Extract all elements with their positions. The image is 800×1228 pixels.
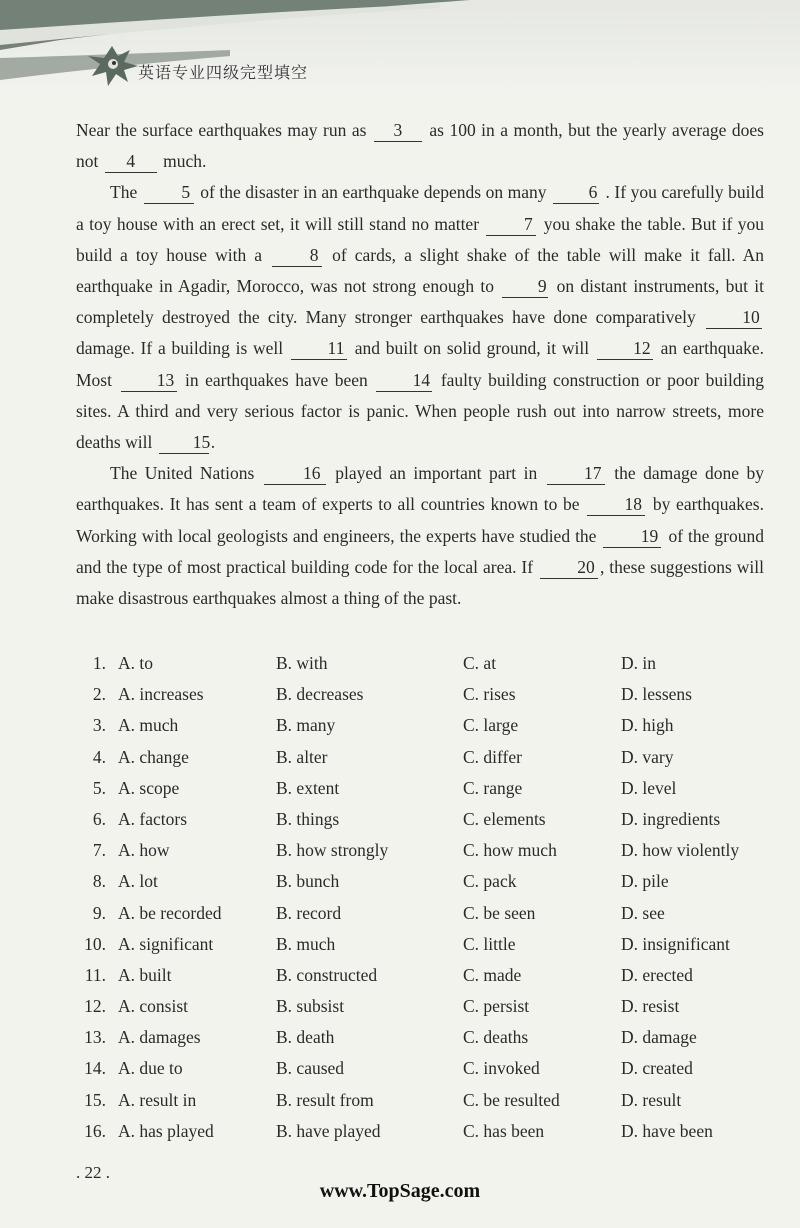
passage-text: of the disaster in an earthquake depends on many	[200, 182, 547, 203]
passage-text: played an important part in	[335, 463, 538, 484]
blank-16: 16	[264, 462, 326, 485]
question-number: 16.	[84, 1120, 106, 1141]
option-row	[76, 835, 776, 866]
blank-5: 5	[144, 181, 194, 204]
question-number: 8.	[92, 871, 106, 892]
blank-12: 12	[597, 337, 653, 360]
passage-text: .	[210, 432, 216, 453]
blank-11: 11	[291, 337, 347, 360]
option-a: A. scope	[118, 777, 180, 798]
option-d: D. erected	[621, 964, 693, 985]
option-row	[76, 1116, 776, 1147]
passage-text: in earthquakes have been	[185, 369, 368, 390]
option-b: B. much	[276, 933, 336, 954]
option-row	[76, 804, 776, 835]
blank-18: 18	[587, 493, 645, 516]
question-number: 13.	[84, 1027, 106, 1048]
passage-text: , these suggestions will make disastrous earthquakes almost a thing of the past.	[76, 556, 765, 609]
question-number: 15.	[84, 1089, 106, 1110]
question-number: 9.	[92, 902, 106, 923]
blank-8: 8	[272, 244, 322, 267]
option-d: D. pile	[621, 871, 669, 892]
option-b: B. things	[276, 808, 340, 829]
option-b: B. caused	[276, 1058, 345, 1079]
option-d: D. how violently	[621, 840, 740, 861]
option-d: D. level	[621, 777, 677, 798]
option-a: A. to	[118, 653, 153, 673]
passage-text: much.	[163, 151, 207, 172]
book-title: 英语专业四级完型填空	[138, 63, 309, 82]
passage-text: of the ground and the type of most practical building code for the local area. If	[76, 525, 764, 577]
option-d: D. damage	[621, 1027, 697, 1048]
option-b: B. bunch	[276, 871, 340, 892]
option-a: A. consist	[118, 996, 188, 1017]
option-d: D. see	[621, 902, 665, 923]
blank-9: 9	[502, 275, 548, 298]
option-d: D. lessens	[621, 684, 692, 705]
blank-13: 13	[121, 369, 177, 392]
option-a: A. built	[118, 964, 172, 985]
page-number: . 22 .	[76, 1163, 110, 1182]
option-a: A. due to	[118, 1058, 183, 1079]
passage-text: by earthquakes. Working with local geologists and engineers, the experts have studied the	[76, 494, 764, 546]
blank-14: 14	[376, 369, 432, 392]
option-b: B. extent	[276, 777, 340, 798]
passage-text: on distant instruments, but it completely destroyed the city. Many stronger earthquakes have done comparatively	[76, 276, 765, 328]
cloze-passage	[76, 115, 764, 614]
passage-text: the damage done by earthquakes. It has sent a team of experts to all countries known to be	[76, 463, 765, 515]
option-row	[76, 773, 776, 804]
blank-4: 4	[105, 150, 157, 173]
option-row	[76, 898, 776, 929]
passage-text: The United Nations	[110, 463, 255, 484]
option-a: A. has played	[118, 1120, 214, 1141]
option-c: C. little	[463, 933, 516, 954]
question-number: 1.	[92, 653, 106, 673]
option-b: B. with	[276, 653, 328, 673]
option-row	[76, 1053, 776, 1084]
option-b: B. have played	[276, 1120, 381, 1141]
option-c: C. differ	[463, 746, 522, 767]
passage-text: and built on solid ground, it will	[354, 338, 590, 359]
option-b: B. record	[276, 902, 342, 923]
option-a: A. result in	[118, 1089, 197, 1110]
mascot-icon	[82, 40, 142, 90]
option-row	[76, 710, 776, 741]
website-footer: www.TopSage.com	[319, 1180, 481, 1202]
option-row	[76, 679, 776, 710]
question-number: 10.	[84, 933, 106, 954]
option-c: C. large	[463, 715, 519, 736]
blank-19: 19	[603, 525, 661, 548]
option-d: D. insignificant	[621, 933, 730, 954]
blank-10: 10	[706, 306, 762, 329]
option-row	[76, 866, 776, 897]
option-a: A. be recorded	[118, 902, 222, 923]
passage-text: . If you carefully build a toy house with an erect set, it will still stand no matter	[76, 182, 765, 234]
passage-text: damage. If a building is well	[76, 338, 284, 359]
passage-text: an earthquake. Most	[76, 338, 765, 390]
option-row	[76, 1085, 776, 1116]
option-d: D. ingredients	[621, 808, 721, 829]
question-number: 5.	[92, 777, 106, 798]
blank-20: 20	[540, 556, 598, 579]
question-number: 11.	[84, 964, 106, 985]
option-d: D. resist	[621, 996, 680, 1017]
answer-options	[76, 648, 776, 1147]
option-c: C. at	[463, 653, 497, 673]
option-b: B. constructed	[276, 964, 378, 985]
option-c: C. pack	[463, 871, 517, 892]
question-number: 2.	[92, 684, 106, 705]
passage-text: you shake the table. But if you build a toy house with a	[76, 213, 764, 265]
question-number: 6.	[92, 808, 106, 829]
question-number: 14.	[84, 1058, 106, 1079]
option-c: C. made	[463, 964, 522, 985]
option-c: C. be seen	[463, 902, 536, 923]
option-c: C. how much	[463, 840, 557, 861]
question-number: 7.	[92, 840, 106, 861]
passage-text: The	[110, 182, 138, 203]
blank-6: 6	[553, 181, 599, 204]
question-number: 12.	[84, 996, 106, 1017]
option-a: A. increases	[118, 684, 204, 705]
option-a: A. how	[118, 840, 170, 861]
option-c: C. deaths	[463, 1027, 529, 1048]
blank-3: 3	[374, 119, 422, 142]
blank-7: 7	[486, 213, 536, 236]
option-b: B. death	[276, 1027, 335, 1048]
option-a: A. lot	[118, 871, 158, 892]
option-a: A. factors	[118, 808, 188, 829]
option-c: C. persist	[463, 996, 530, 1017]
option-c: C. elements	[463, 808, 546, 829]
option-row	[76, 742, 776, 773]
option-c: C. range	[463, 777, 523, 798]
option-row	[76, 648, 776, 679]
question-number: 3.	[92, 715, 106, 736]
option-a: A. change	[118, 746, 189, 767]
option-a: A. much	[118, 715, 179, 736]
paragraph-2	[76, 177, 764, 458]
option-c: C. has been	[463, 1120, 545, 1141]
passage-text: as 100 in a month, but the yearly average does not	[76, 120, 764, 172]
option-b: B. how strongly	[276, 840, 389, 861]
option-row	[76, 1022, 776, 1053]
option-row	[76, 960, 776, 991]
option-c: C. invoked	[463, 1058, 540, 1079]
option-a: A. significant	[118, 933, 214, 954]
passage-text: Near the surface earthquakes may run as	[76, 120, 367, 140]
option-d: D. created	[621, 1058, 693, 1079]
blank-17: 17	[547, 462, 605, 485]
option-a: A. damages	[118, 1027, 201, 1048]
paragraph-3	[76, 458, 764, 614]
option-d: D. in	[621, 653, 656, 673]
passage-text: faulty building construction or poor building sites. A third and very serious factor is panic. When people rush out into narrow streets, more deaths will	[76, 369, 765, 453]
option-b: B. subsist	[276, 996, 345, 1017]
option-row	[76, 991, 776, 1022]
option-b: B. result from	[276, 1089, 374, 1110]
question-number: 4.	[92, 746, 106, 767]
option-d: D. result	[621, 1089, 682, 1110]
option-c: C. rises	[463, 684, 516, 705]
option-d: D. have been	[621, 1120, 713, 1141]
option-b: B. decreases	[276, 684, 364, 705]
option-b: B. many	[276, 715, 336, 736]
option-d: D. vary	[621, 746, 674, 767]
option-b: B. alter	[276, 746, 328, 767]
option-c: C. be resulted	[463, 1089, 560, 1110]
option-d: D. high	[621, 715, 674, 736]
passage-text: of cards, a slight shake of the table will make it fall. An earthquake in Agadir, Morocco, was not strong enough to	[76, 244, 765, 297]
blank-15: 15	[159, 431, 209, 454]
option-row	[76, 929, 776, 960]
paragraph-1	[76, 115, 764, 177]
